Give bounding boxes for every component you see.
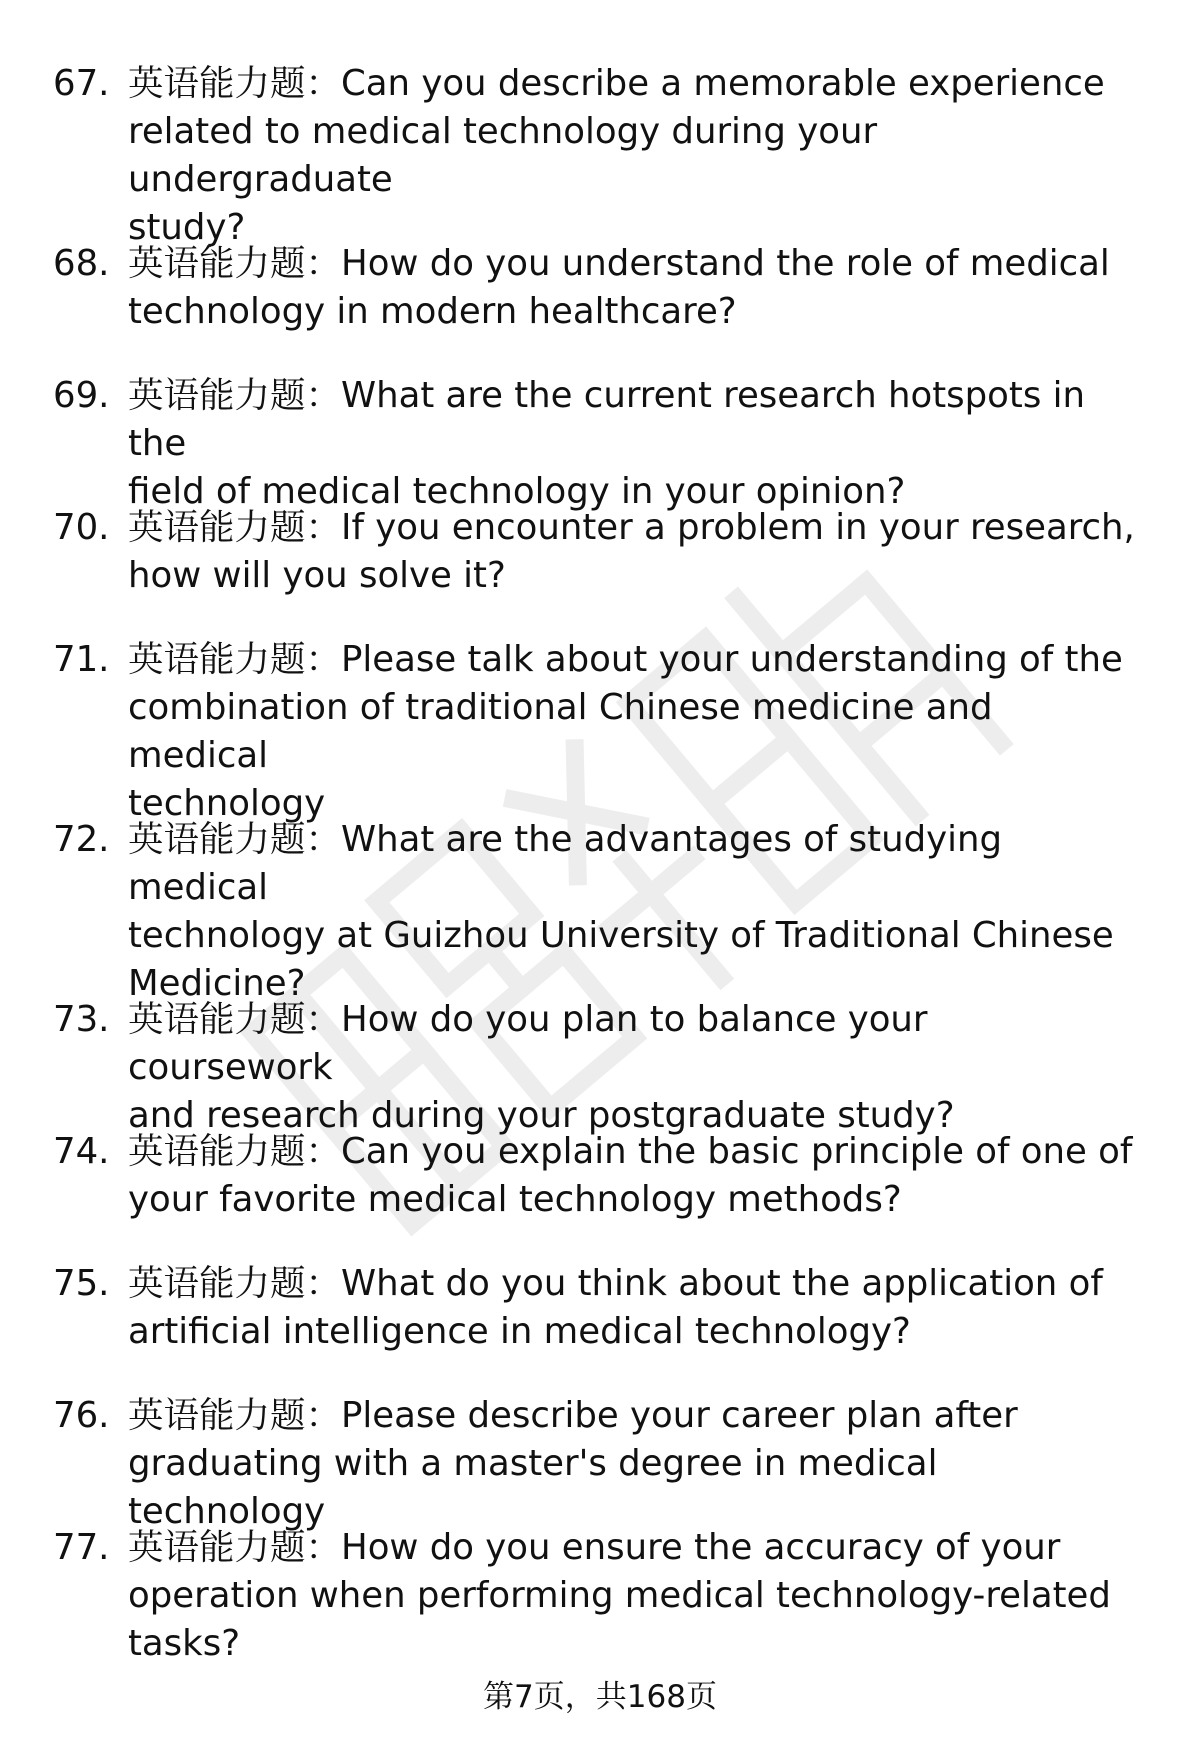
page-footer: 第7页，共168页 xyxy=(483,1679,717,1715)
question-text: 英语能力题：What are the advantages of studying medical technology at Guizhou University of Traditional Chinese Medicine? xyxy=(128,819,1114,1004)
question-text: 英语能力题：Can you describe a memorable experience related to medical technology during your undergraduate study? xyxy=(128,63,1105,248)
question-text: 英语能力题：How do you ensure the accuracy of your operation when performing medical technology-related tasks? xyxy=(128,1527,1111,1664)
question-number: 68. xyxy=(53,243,110,284)
question-number: 69. xyxy=(53,375,110,416)
question-number: 70. xyxy=(53,507,110,548)
question-text: 英语能力题：If you encounter a problem in your research, how will you solve it? xyxy=(128,507,1135,596)
question-number: 71. xyxy=(53,639,110,680)
question-text: 英语能力题：How do you plan to balance your coursework and research during your postgraduate study? xyxy=(128,999,955,1136)
question-number: 76. xyxy=(53,1395,110,1436)
question-number: 74. xyxy=(53,1131,110,1172)
question-number: 75. xyxy=(53,1263,110,1304)
question-text: 英语能力题：What do you think about the application of artificial intelligence in medical technology? xyxy=(128,1263,1103,1352)
question-text: 英语能力题：What are the current research hotspots in the field of medical technology in your opinion? xyxy=(128,375,1085,512)
question-number: 67. xyxy=(53,63,110,104)
question-text: 英语能力题：Please describe your career plan after graduating with a master's degree in medical technology xyxy=(128,1395,1018,1532)
question-number: 73. xyxy=(53,999,110,1040)
question-text: 英语能力题：Please talk about your understanding of the combination of traditional Chinese medicine and medical technology xyxy=(128,639,1123,824)
question-text: 英语能力题：How do you understand the role of medical technology in modern healthcare? xyxy=(128,243,1110,332)
question-number: 72. xyxy=(53,819,110,860)
question-text: 英语能力题：Can you explain the basic principle of one of your favorite medical technology methods? xyxy=(128,1131,1133,1220)
question-number: 77. xyxy=(53,1527,110,1568)
